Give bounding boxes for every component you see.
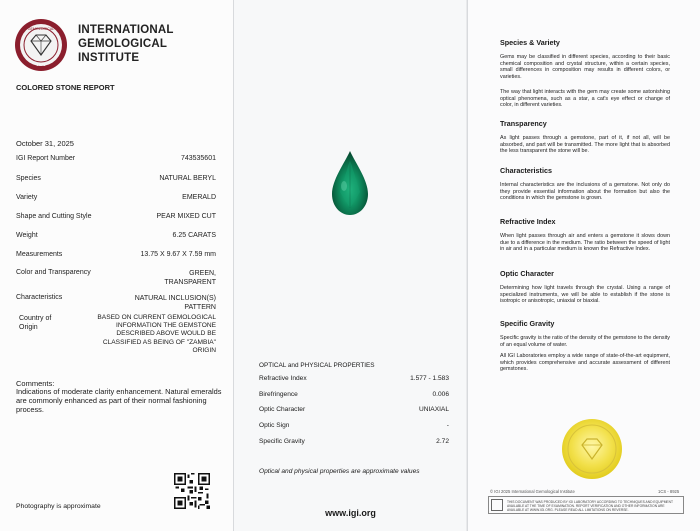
- field-value: NATURAL BERYL: [159, 175, 216, 182]
- field-value: [164, 269, 216, 287]
- origin-label: [19, 314, 69, 332]
- igi-logo-icon: [14, 18, 68, 72]
- report-info-panel: [467, 0, 700, 531]
- optical-value: 1.577 - 1.583: [410, 375, 449, 382]
- optical-value: 0.006: [432, 391, 449, 398]
- field-value: PEAR MIXED CUT: [156, 213, 216, 220]
- field-value: EMERALD: [182, 194, 216, 201]
- verification-notice: [488, 496, 684, 514]
- origin-label-line: Origin: [19, 324, 38, 331]
- section-text: Specific gravity is the ratio of the density of the gemstone to the density of an equal volume of water.: [500, 335, 670, 348]
- origin-value: BASED ON CURRENT GEMOLOGICAL INFORMATION THE GEMSTONE DESCRIBED ABOVE WOULD BE CLASSIFIED AS BEING OF "ZAMBIA" ORIGIN: [97, 314, 216, 354]
- brand-line: GEMOLOGICAL: [78, 38, 168, 50]
- field-value-line: TRANSPARENT: [164, 279, 216, 286]
- section-heading: Refractive Index: [500, 217, 556, 226]
- field-value-line: NATURAL INCLUSION(S): [134, 295, 216, 302]
- comments-text: Indications of moderate clarity enhancement. Natural emeralds are commonly enhanced as part of their normal fashioning process.: [16, 387, 222, 414]
- section-text: All IGI Laboratories employ a wide range of state-of-the-art equipment, which provides comprehensive and accurate assessment of different gemstones.: [500, 353, 670, 373]
- section-text: Internal characteristics are the inclusions of a gemstone. Not only do they provide essential information about the formation but also the conditions in which the gemstone is grown.: [500, 182, 670, 202]
- document-number: 1CS - 8925: [658, 489, 680, 494]
- report-front-panel: [0, 0, 233, 531]
- qr-code-icon[interactable]: [174, 473, 210, 509]
- field-label: Variety: [16, 194, 38, 201]
- comments-heading: Comments:: [16, 379, 55, 388]
- logo-ring-text: GEMOLOGICAL: [27, 27, 55, 31]
- field-label: Shape and Cutting Style: [16, 213, 92, 220]
- hologram-seal-icon: [560, 417, 624, 481]
- field-label: Measurements: [16, 251, 63, 258]
- section-text: Determining how light travels through the crystal. Using a range of specialized instruments, we will be able to establish if the stone is isotropic or anisotropic, uniaxial or biaxial.: [500, 285, 670, 305]
- field-value: 13.75 X 9.67 X 7.59 mm: [140, 251, 216, 258]
- field-value: [135, 294, 216, 312]
- verification-text: THIS DOCUMENT WAS PRODUCED BY IGI LABORATORY ACCORDING TO TECHNIQUES AND EQUIPMENT AVAILABLE AT THE TIME OF EXAMINATION. REPORT VERIFICATION AND OTHER INFORMATION ARE AVAILABLE AT WWW.IGI.ORG. PLEASE READ ALL LIMITATIONS ON REVERSE.: [507, 500, 673, 512]
- photography-note: Photography is approximate: [16, 503, 101, 510]
- section-text: When light passes through air and enters a gemstone it slows down due to a difference in the medium. The ratio between the speed of light in air and in a particular medium is known the Refractive Index.: [500, 233, 670, 253]
- section-text: As light passes through a gemstone, part of it, if not all, will be absorbed, and part will be transmitted. The more light that is absorbed the less transparent the stone will be.: [500, 135, 670, 155]
- website-link[interactable]: www.igi.org: [325, 508, 376, 518]
- optical-note: Optical and physical properties are approximate values: [259, 468, 420, 475]
- report-middle-panel: [233, 0, 466, 531]
- emerald-photo: [330, 150, 370, 216]
- field-label: Color and Transparency: [16, 269, 91, 276]
- section-heading: Specific Gravity: [500, 319, 555, 328]
- optical-label: Optic Character: [259, 406, 306, 413]
- optical-label: Specific Gravity: [259, 438, 305, 445]
- field-value-line: GREEN,: [189, 270, 216, 277]
- field-value: 743535601: [180, 155, 216, 162]
- field-label: Weight: [16, 232, 38, 239]
- section-heading: Characteristics: [500, 166, 552, 175]
- field-label: Species: [16, 175, 41, 182]
- brand-name: [78, 23, 174, 65]
- report-title: COLORED STONE REPORT: [16, 83, 115, 92]
- report-date: October 31, 2025: [16, 139, 74, 148]
- optical-value: UNIAXIAL: [418, 406, 449, 413]
- section-text: Gems may be classified in different species, according to their basic chemical composition and crystal structure, within a certain species, small differences in composition may results in different colors, or varieties.: [500, 54, 670, 81]
- section-text: The way that light interacts with the gem may create some astonishing optical phenomena, such as a star, a cat's eye effect or change of color, in different varieties.: [500, 89, 670, 109]
- optical-label: Refractive Index: [259, 375, 307, 382]
- section-heading: Species & Variety: [500, 38, 560, 47]
- origin-label-line: Country of: [19, 315, 52, 322]
- optical-value: -: [446, 422, 449, 429]
- optical-properties-title: OPTICAL and PHYSICAL PROPERTIES: [259, 362, 375, 369]
- optical-label: Birefringence: [259, 391, 298, 398]
- section-heading: Optic Character: [500, 269, 554, 278]
- optical-label: Optic Sign: [259, 422, 290, 429]
- field-value-line: PATTERN: [184, 304, 216, 311]
- logo-year: 1975: [36, 62, 46, 67]
- document-icon: [491, 499, 503, 511]
- field-label: Characteristics: [16, 294, 63, 301]
- brand-line: INSTITUTE: [78, 52, 140, 64]
- section-heading: Transparency: [500, 119, 547, 128]
- field-value: 6.25 CARATS: [172, 232, 216, 239]
- field-label: IGI Report Number: [16, 155, 76, 162]
- brand-line: INTERNATIONAL: [78, 24, 174, 36]
- optical-value: 2.72: [436, 438, 449, 445]
- copyright-text: © IGI 2025 International Gemological Institute: [490, 489, 575, 494]
